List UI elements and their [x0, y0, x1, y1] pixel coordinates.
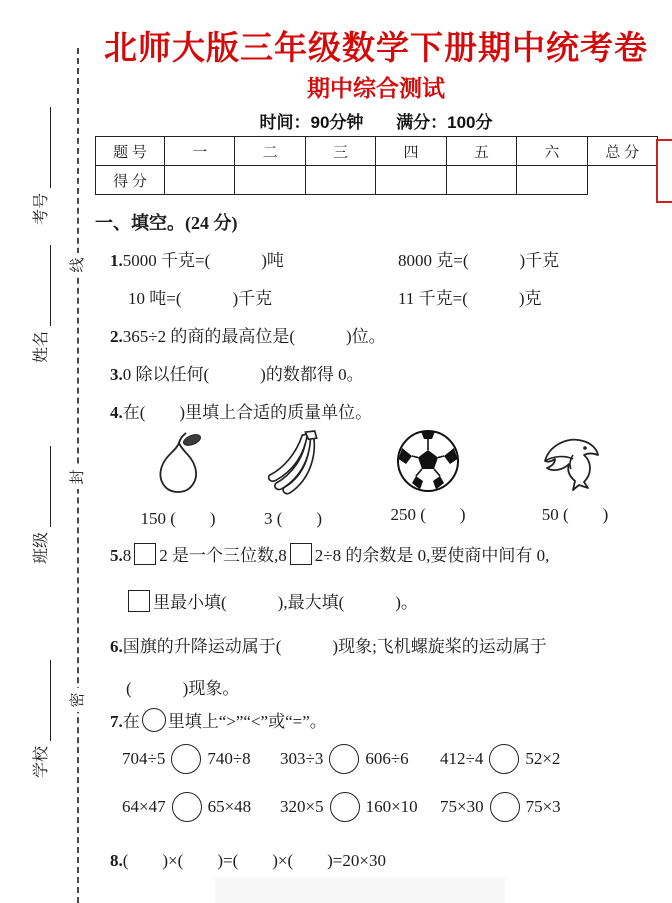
scan-artifact — [215, 878, 505, 903]
question-1-part-a — [110, 246, 284, 271]
question-text: ( )×( )=( )×( )=20×30 — [122, 851, 386, 870]
question-text: 2÷8 的余数是 0,要使商中间有 0, — [314, 546, 550, 565]
q4-item-label: 150 ( ) — [140, 509, 216, 528]
question-number: 2. — [110, 327, 123, 346]
page-subtitle: 期中综合测试 — [307, 75, 445, 101]
score-cell-empty — [446, 166, 516, 195]
question-text: 里填上“>”“<”或“=”。 — [167, 712, 327, 731]
question-number: 8. — [110, 851, 123, 870]
question-6-line-2 — [126, 674, 239, 699]
question-5-line-1 — [110, 541, 549, 566]
score-table-header-cell: 四 — [376, 137, 446, 166]
question-text: 在 — [122, 712, 140, 731]
answer-box-square — [128, 590, 150, 612]
compare-circle-icon — [329, 744, 359, 774]
compare-circle-icon — [489, 744, 519, 774]
question-text: 2 是一个三位数,8 — [159, 546, 287, 565]
comparison-item — [122, 792, 280, 822]
score-row-label: 得 分 — [96, 166, 165, 195]
comparison-left: 303÷3 — [280, 749, 324, 768]
comparison-item — [440, 744, 590, 774]
seal-field-class — [29, 446, 51, 564]
compare-circle-icon — [171, 744, 201, 774]
exam-fullscore-label: 满分：100分 — [396, 113, 493, 132]
compare-circle-icon — [142, 708, 166, 732]
question-text: 8000 克=( )千克 — [398, 251, 560, 270]
comparison-right: 65×48 — [207, 797, 252, 816]
score-cell-empty — [165, 166, 235, 195]
seal-field-blank-line — [37, 245, 51, 326]
seal-field-blank-line — [37, 660, 51, 741]
seal-field-label: 姓名 — [33, 330, 50, 363]
question-4 — [110, 398, 372, 423]
comparison-item — [122, 744, 280, 774]
question-2 — [110, 322, 386, 347]
question-7 — [110, 707, 327, 732]
seal-field-label: 学校 — [33, 745, 50, 778]
question-1-part-b — [398, 246, 559, 271]
score-table-header-cell: 总 分 — [587, 137, 657, 166]
seal-field-label: 班级 — [33, 531, 50, 564]
question-number: 5. — [110, 546, 123, 565]
score-table-header-cell: 一 — [165, 137, 235, 166]
question-6-line-1 — [110, 632, 547, 657]
question-text: 0 除以任何( )的数都得 0。 — [122, 365, 364, 384]
exam-info — [90, 108, 662, 133]
q4-item-soccer-ball — [376, 428, 480, 525]
comparison-right: 740÷8 — [207, 749, 251, 768]
score-cell-empty — [235, 166, 305, 195]
comparison-right: 52×2 — [525, 749, 561, 768]
question-number: 6. — [110, 637, 123, 656]
q4-item-label: 250 ( ) — [390, 505, 466, 524]
score-cell-empty — [305, 166, 375, 195]
question-1-part-d — [398, 284, 542, 309]
question-text: 365÷2 的商的最高位是( )位。 — [122, 327, 386, 346]
comparison-right: 606÷6 — [365, 749, 409, 768]
comparison-left: 75×30 — [440, 797, 484, 816]
question-text: 国旗的升降运动属于( )现象;飞机螺旋桨的运动属于 — [122, 637, 547, 656]
question-text: 10 吨=( )千克 — [128, 289, 273, 308]
comparison-item — [280, 792, 440, 822]
comparison-right: 160×10 — [365, 797, 418, 816]
question-text: ( )现象。 — [126, 679, 240, 698]
compare-circle-icon — [172, 792, 202, 822]
comparison-left: 320×5 — [280, 797, 324, 816]
score-cell-empty — [376, 166, 446, 195]
section-one-heading: 一、填空。(24 分) — [95, 213, 238, 233]
seal-field-name — [29, 245, 51, 363]
question-text: 8 — [122, 546, 132, 565]
page-title: 北师大版三年级数学下册期中统考卷 — [104, 29, 648, 66]
answer-box-square — [134, 543, 156, 565]
score-table-header-cell: 五 — [446, 137, 516, 166]
q4-item-bananas — [241, 428, 345, 529]
score-table-header-cell: 二 — [235, 137, 305, 166]
score-cell-empty — [517, 166, 587, 195]
seal-line-char: 密 — [68, 688, 88, 712]
question-8 — [110, 846, 386, 871]
seal-field-label: 考号 — [33, 192, 50, 225]
question-number: 3. — [110, 365, 123, 384]
comparison-left: 704÷5 — [122, 749, 166, 768]
seal-field-school — [29, 660, 51, 778]
exam-time-label: 时间：90分钟 — [259, 113, 364, 132]
seal-line-char: 封 — [68, 465, 88, 489]
q4-item-pear — [126, 430, 230, 529]
question-text: 里最小填( ),最大填( )。 — [153, 593, 418, 612]
question-3 — [110, 360, 364, 385]
q7-comparison-grid — [122, 744, 602, 822]
compare-circle-icon — [330, 792, 360, 822]
question-text: 在( )里填上合适的质量单位。 — [122, 403, 373, 422]
comparison-left: 412÷4 — [440, 749, 484, 768]
comparison-left: 64×47 — [122, 797, 166, 816]
q4-item-label: 3 ( ) — [263, 509, 323, 528]
soccer-ball-image — [395, 428, 461, 494]
comparison-right: 75×3 — [525, 797, 561, 816]
question-number: 4. — [110, 403, 123, 422]
dolphin-image — [539, 428, 611, 494]
score-table — [95, 136, 658, 195]
comparison-item — [440, 792, 590, 822]
pear-image — [147, 430, 209, 498]
seal-field-exam-number — [29, 107, 51, 225]
q4-item-label: 50 ( ) — [541, 505, 609, 524]
bananas-image — [261, 428, 325, 498]
score-table-header-cell: 三 — [305, 137, 375, 166]
score-table-header-row — [96, 137, 658, 166]
q4-item-dolphin — [523, 428, 627, 525]
question-text: 5000 千克=( )吨 — [122, 251, 284, 270]
edge-stamp-box — [656, 139, 672, 203]
score-table-header-cell: 六 — [517, 137, 587, 166]
seal-field-blank-line — [37, 107, 51, 188]
score-table-score-row — [96, 166, 658, 195]
question-1-part-c — [128, 284, 272, 309]
question-5-line-2 — [128, 588, 418, 613]
compare-circle-icon — [490, 792, 520, 822]
question-number: 7. — [110, 712, 123, 731]
score-table-header-cell: 题 号 — [96, 137, 165, 166]
seal-field-blank-line — [37, 446, 51, 527]
comparison-item — [280, 744, 440, 774]
answer-box-square — [290, 543, 312, 565]
question-text: 11 千克=( )克 — [398, 289, 542, 308]
question-number: 1. — [110, 251, 123, 270]
seal-line-char: 线 — [68, 253, 88, 277]
